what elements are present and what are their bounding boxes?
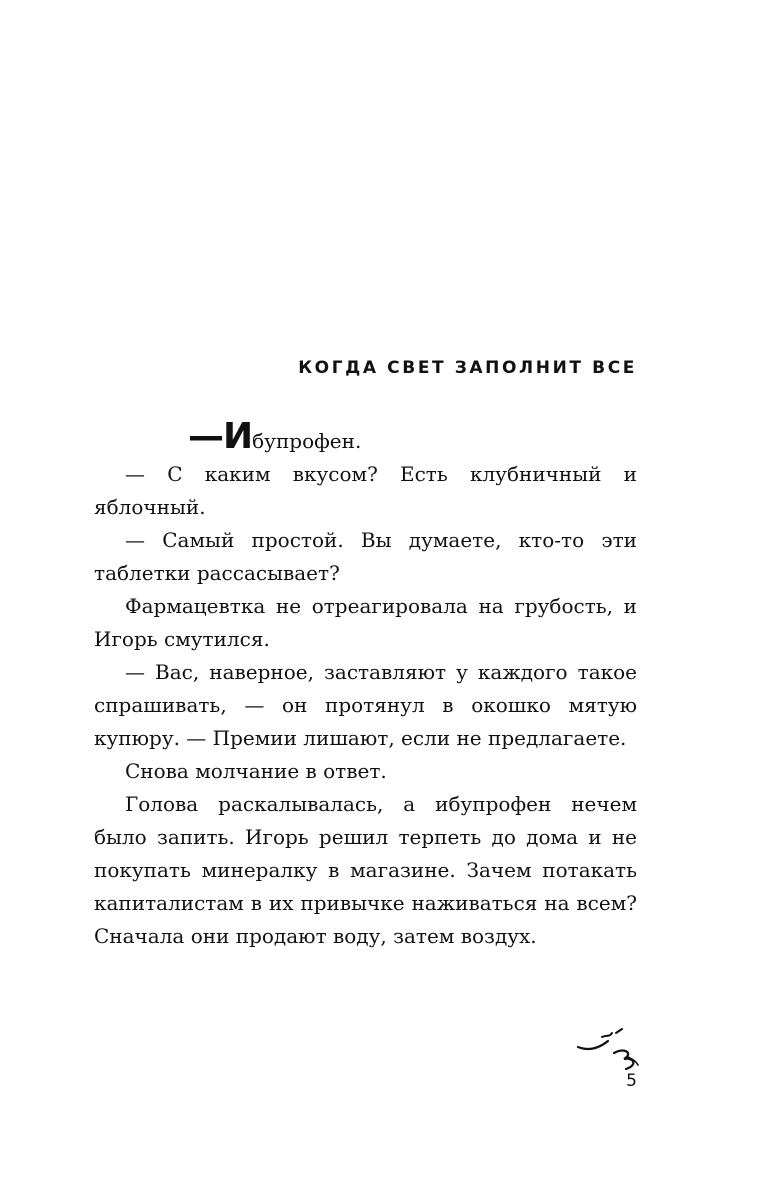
paragraph-5: — Вас, наверное, заставляют у каждого такое спрашивать, — он протянул в окошко мятую купюру. — Премии лишают, если не предлагаете. [94, 660, 637, 750]
chapter-title: КОГДА СВЕТ ЗАПОЛНИТ ВСЕ [298, 358, 637, 378]
body-text [94, 416, 637, 953]
lead-dash-initial: —И [188, 416, 253, 457]
paragraph-3: — Самый простой. Вы думаете, кто-то эти таблетки рассасывает? [94, 528, 637, 585]
paragraph-4: Фармацевтка не отреагировала на грубость, и Игорь смутился. [94, 594, 637, 651]
paragraph-6: Снова молчание в ответ. [125, 759, 387, 783]
page-number: 5 [626, 1071, 637, 1091]
paragraph-7: Голова раскалывалась, а ибупрофен нечем было запить. Игорь решил терпеть до дома и не покупать минералку в магазине. Зачем потакать капиталистам в их привычке наживаться на всем? Сначала они продают воду, затем воздух. [94, 792, 637, 948]
paragraph-2: — С каким вкусом? Есть клубничный и яблочный. [94, 462, 637, 519]
paragraph-1 [94, 416, 637, 458]
paragraph-1-text: бупрофен. [252, 429, 362, 453]
